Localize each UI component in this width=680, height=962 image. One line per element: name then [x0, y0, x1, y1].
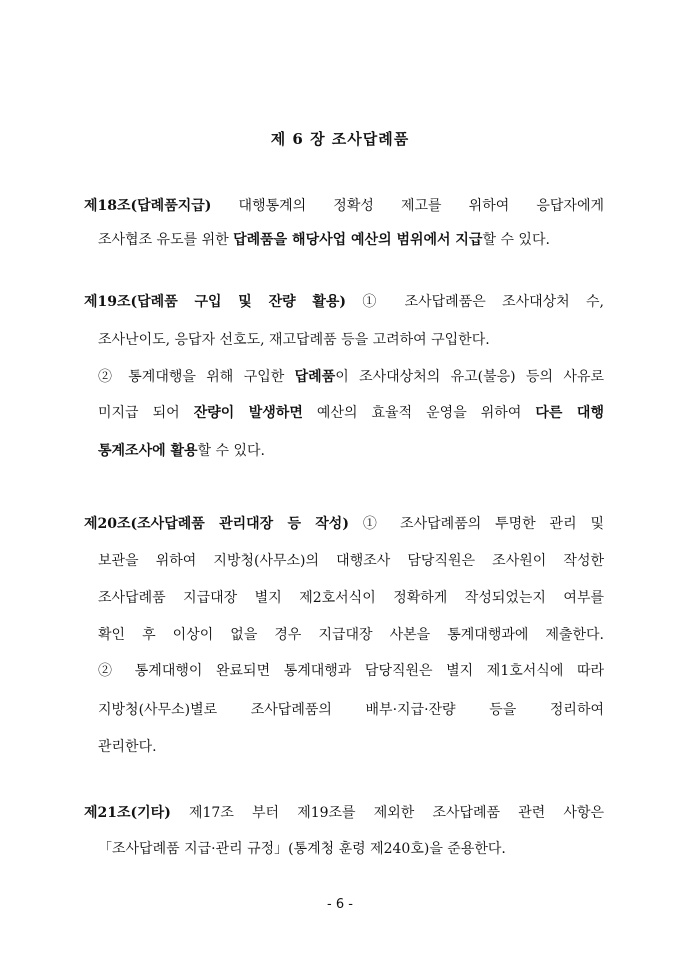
- article-20-text-5: ② 통계대행이 완료되면 통계대행과 담당직원은 별지 제1호서식에 따라: [98, 663, 604, 679]
- article-19-text-4c: 예산의 효율적 운영을 위하여: [302, 405, 536, 421]
- article-18-text-2c: 할 수 있다.: [482, 232, 550, 248]
- article-19-heading: 제19조(답례품 구입 및 잔량 활용): [84, 294, 347, 310]
- article-19-text-5a: 통계조사에 활용: [98, 443, 198, 459]
- article-19-line-3: [98, 367, 604, 387]
- article-19-text-5b: 할 수 있다.: [197, 443, 265, 459]
- article-20-line-6: [98, 700, 604, 720]
- article-20-line-1: [84, 514, 604, 534]
- article-18-text-2b: 답례품을 해당사업 예산의 범위에서 지급: [233, 232, 483, 248]
- article-20-heading: 제20조(조사답례품 관리대장 등 작성): [84, 516, 349, 532]
- article-20-text-1: ① 조사답례품의 투명한 관리 및: [362, 516, 604, 532]
- article-20-text-4: 확인 후 이상이 없을 경우 지급대장 사본을 통계대행과에 제출한다.: [98, 627, 604, 643]
- article-18-text-2a: 조사협조 유도를 위한: [98, 232, 234, 248]
- article-20-text-7: 관리한다.: [98, 739, 157, 755]
- article-18-line-2: [98, 230, 550, 250]
- article-18-heading: 제18조(답례품지급): [84, 198, 212, 214]
- article-20-line-3: [98, 588, 604, 608]
- article-19-text-1: ① 조사답례품은 조사대상처 수,: [362, 294, 605, 310]
- article-20-text-2: 보관을 위하여 지방청(사무소)의 대행조사 담당직원은 조사원이 작성한: [98, 553, 604, 569]
- article-20-line-2: [98, 551, 604, 571]
- article-20-text-6: 지방청(사무소)별로 조사답례품의 배부·지급·잔량 등을 정리하여: [98, 702, 604, 718]
- article-19-line-1: [84, 292, 604, 312]
- article-19-line-4: [98, 403, 604, 423]
- article-20-line-5: [98, 661, 604, 681]
- article-20-line-4: [98, 625, 604, 645]
- article-20-line-7: [98, 737, 157, 757]
- article-19-text-2: 조사난이도, 응답자 선호도, 재고답례품 등을 고려하여 구입한다.: [98, 332, 490, 348]
- article-19-text-4d: 다른 대행: [535, 405, 604, 421]
- article-21-line-1: [84, 803, 604, 823]
- article-19-text-3c: 이 조사대상처의 유고(불응) 등의 사유로: [335, 369, 605, 385]
- article-21-heading: 제21조(기타): [84, 805, 171, 821]
- article-21-line-2: [98, 839, 506, 859]
- article-21-text-1: 제17조 부터 제19조를 제외한 조사답례품 관련 사항은: [188, 805, 604, 821]
- article-19-text-4b: 잔량이 발생하면: [193, 405, 303, 421]
- page-number: - 6 -: [327, 897, 353, 912]
- article-19-line-5: [98, 441, 265, 461]
- article-18-text-1: 대행통계의 정확성 제고를 위하여 응답자에게: [238, 198, 605, 214]
- chapter-title: 제 6 장 조사답례품: [270, 130, 410, 148]
- article-19-text-3a: ② 통계대행을 위해 구입한: [98, 369, 295, 385]
- article-19-text-4a: 미지급 되어: [98, 405, 194, 421]
- article-21-text-2: 「조사답례품 지급·관리 규정」(통계청 훈령 제240호)을 준용한다.: [98, 841, 506, 857]
- article-19-line-2: [98, 330, 490, 350]
- article-19-text-3b: 답례품: [294, 369, 336, 385]
- article-20-text-3: 조사답례품 지급대장 별지 제2호서식이 정확하게 작성되었는지 여부를: [98, 590, 604, 606]
- article-18-line-1: [84, 196, 604, 216]
